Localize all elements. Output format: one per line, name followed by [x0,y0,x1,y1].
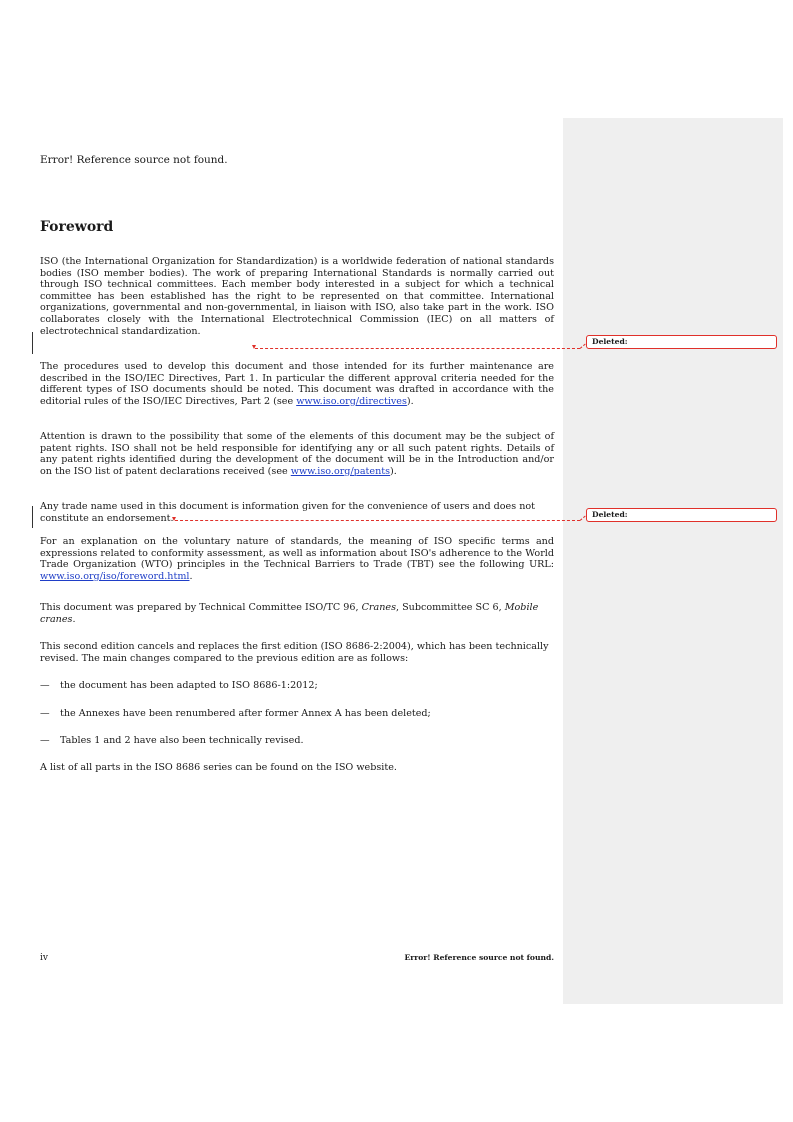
paragraph-trade-name: Any trade name used in this document is information given for the convenience of users and does not constitute an endorsement. [40,501,536,524]
subcommittee-text: , Subcommittee SC 6, [396,602,505,613]
list-item-text: the Annexes have been renumbered after former Annex A has been deleted; [60,708,431,719]
paragraph-procedures-text: The procedures used to develop this document and those intended for its further maintenance are described in the ISO/IEC Directives, Part 1. In particular the different approval criteria needed for the different types of ISO documents should be noted. This document was drafted in accordance with the editorial rules of the ISO/IEC Directives, Part 2 (see [40,361,554,407]
paragraph-procedures [40,361,554,407]
change-bar [32,332,33,354]
paragraph-patents [40,431,554,477]
header-error-text: Error! Reference source not found. [40,154,228,166]
change-bar [32,506,33,528]
prepared-by-text: This document was prepared by Technical Committee ISO/TC 96, [40,602,362,613]
paragraph-iso-federation: ISO (the International Organization for Standardization) is a worldwide federation of national standards bodies (ISO member bodies). The work of preparing International Standards is normally carried out through ISO technical committees. Each member body interested in a subject for which a technical committee has been established has the right to be represented on that committee. International organizations, governmental and non-governmental, in liaison with ISO, also take part in the work. ISO collaborates closely with the International Electrotechnical Commission (IEC) on all matters of electrotechnical standardization. [40,256,554,337]
list-dash: — [40,680,50,691]
mobile-cranes-italic: Mobile cranes [40,602,539,625]
list-item-text: Tables 1 and 2 have also been technically revised. [60,735,304,746]
list-item [40,680,554,692]
prepared-by-end: . [72,613,76,625]
page-number: iv [40,953,48,963]
paragraph-patents-end: ). [390,465,397,477]
paragraph-voluntary-end: . [189,570,193,582]
cranes-italic: Cranes [361,602,397,613]
paragraph-voluntary-nature [40,536,554,582]
page-title: Foreword [40,219,114,235]
markup-pane [563,118,783,1004]
list-item [40,708,554,720]
footer-error-text: Error! Reference source not found. [404,953,554,962]
comment-connector [255,348,580,349]
patents-link[interactable]: www.iso.org/patents [290,465,391,477]
list-item [40,735,554,747]
deleted-comment-balloon[interactable]: Deleted: [586,335,777,349]
paragraph-prepared-by [40,602,554,625]
paragraph-voluntary-text: For an explanation on the voluntary nature of standards, the meaning of ISO specific terms and expressions related to conformity assessment, as well as information about ISO's adherence to the World Trade Organization (WTO) principles in the Technical Barriers to Trade (TBT) see the following URL: [40,536,554,571]
list-dash: — [40,708,50,719]
paragraph-second-edition: This second edition cancels and replaces the first edition (ISO 8686-2:2004), which has been technically revised. The main changes compared to the previous edition are as follows: [40,641,549,664]
foreword-link[interactable]: www.iso.org/iso/foreword.html [40,570,190,582]
list-item-text: the document has been adapted to ISO 8686-1:2012; [60,680,318,691]
paragraph-procedures-end: ). [406,395,414,407]
deleted-comment-balloon[interactable]: Deleted: [586,508,777,522]
comment-connector [175,520,580,521]
paragraph-patents-text: Attention is drawn to the possibility that some of the elements of this document may be the subject of patent rights. ISO shall not be held responsible for identifying any or all such patent rights. Details of any patent rights identified during the development of the document will be in the Introduction and/or on the ISO list of patent declarations received (see [40,431,554,477]
paragraph-series-list: A list of all parts in the ISO 8686 series can be found on the ISO website. [40,762,397,773]
directives-link[interactable]: www.iso.org/directives [296,395,407,407]
list-dash: — [40,735,50,746]
